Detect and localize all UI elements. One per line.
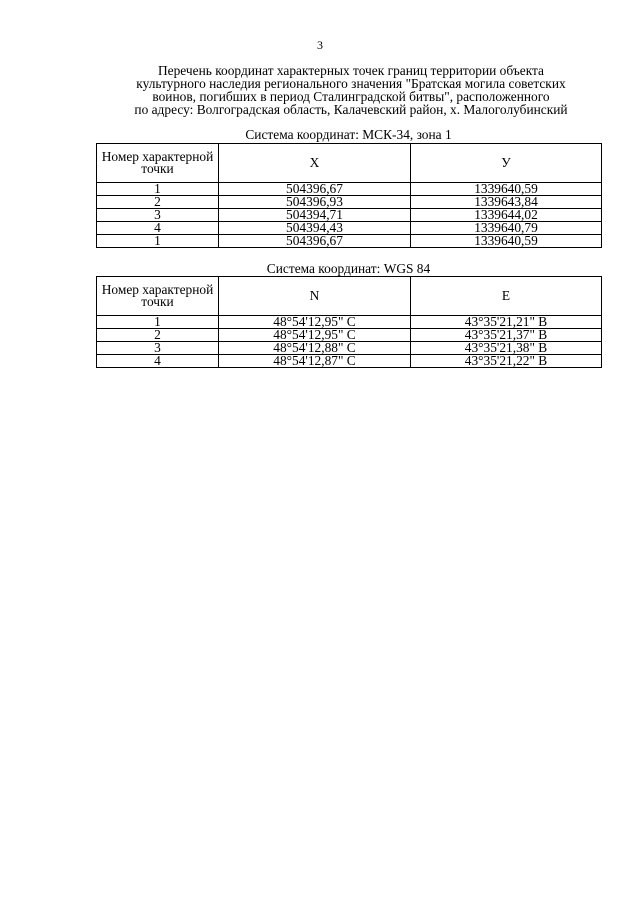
- page-number: 3: [317, 38, 323, 52]
- latitude-cell: 48°54'12,95" С: [219, 316, 411, 329]
- x-cell: 504396,93: [219, 196, 411, 209]
- table-header-row: [97, 277, 602, 316]
- x-cell: 504394,43: [219, 222, 411, 235]
- point-number-cell: 4: [97, 355, 219, 368]
- longitude-cell: 43°35'21,21" В: [411, 316, 602, 329]
- point-number-cell: 2: [97, 329, 219, 342]
- table-header-row: [97, 144, 602, 183]
- table-row: [97, 355, 602, 368]
- latitude-cell: 48°54'12,88" С: [219, 342, 411, 355]
- n-header: N: [219, 277, 411, 316]
- latitude-cell: 48°54'12,95" С: [219, 329, 411, 342]
- x-cell: 504396,67: [219, 183, 411, 196]
- x-cell: 504396,67: [219, 235, 411, 248]
- point-number-cell: 3: [97, 342, 219, 355]
- point-number-cell: 4: [97, 222, 219, 235]
- y-cell: 1339640,79: [411, 222, 602, 235]
- x-header: X: [219, 144, 411, 183]
- title-line: культурного наследия регионального значения "Братская могила советских: [136, 76, 566, 91]
- wgs84-coordinates-table: [96, 276, 602, 368]
- point-number-cell: 1: [97, 316, 219, 329]
- point-number-cell: 1: [97, 235, 219, 248]
- y-cell: 1339644,02: [411, 209, 602, 222]
- title-line: по адресу: Волгоградская область, Калачевский район, х. Малоголубинский: [134, 102, 568, 117]
- point-number-cell: 2: [97, 196, 219, 209]
- point-number-cell: 3: [97, 209, 219, 222]
- point-number-header: Номер характерной точки: [97, 144, 219, 183]
- longitude-cell: 43°35'21,22" В: [411, 355, 602, 368]
- longitude-cell: 43°35'21,38" В: [411, 342, 602, 355]
- y-header: У: [411, 144, 602, 183]
- latitude-cell: 48°54'12,87" С: [219, 355, 411, 368]
- y-cell: 1339640,59: [411, 183, 602, 196]
- document-title: [96, 64, 606, 116]
- table1-caption: Система координат: МСК-34, зона 1: [245, 127, 452, 142]
- longitude-cell: 43°35'21,37" В: [411, 329, 602, 342]
- point-number-header: Номер характерной точки: [97, 277, 219, 316]
- e-header: E: [411, 277, 602, 316]
- y-cell: 1339643,84: [411, 196, 602, 209]
- table-row: [97, 235, 602, 248]
- msk34-coordinates-table: [96, 143, 602, 248]
- point-number-cell: 1: [97, 183, 219, 196]
- table2-caption: Система координат: WGS 84: [266, 261, 431, 276]
- title-line: Перечень координат характерных точек границ территории объекта: [158, 63, 544, 78]
- x-cell: 504394,71: [219, 209, 411, 222]
- y-cell: 1339640,59: [411, 235, 602, 248]
- title-line: воинов, погибших в период Сталинградской битвы", расположенного: [152, 89, 550, 104]
